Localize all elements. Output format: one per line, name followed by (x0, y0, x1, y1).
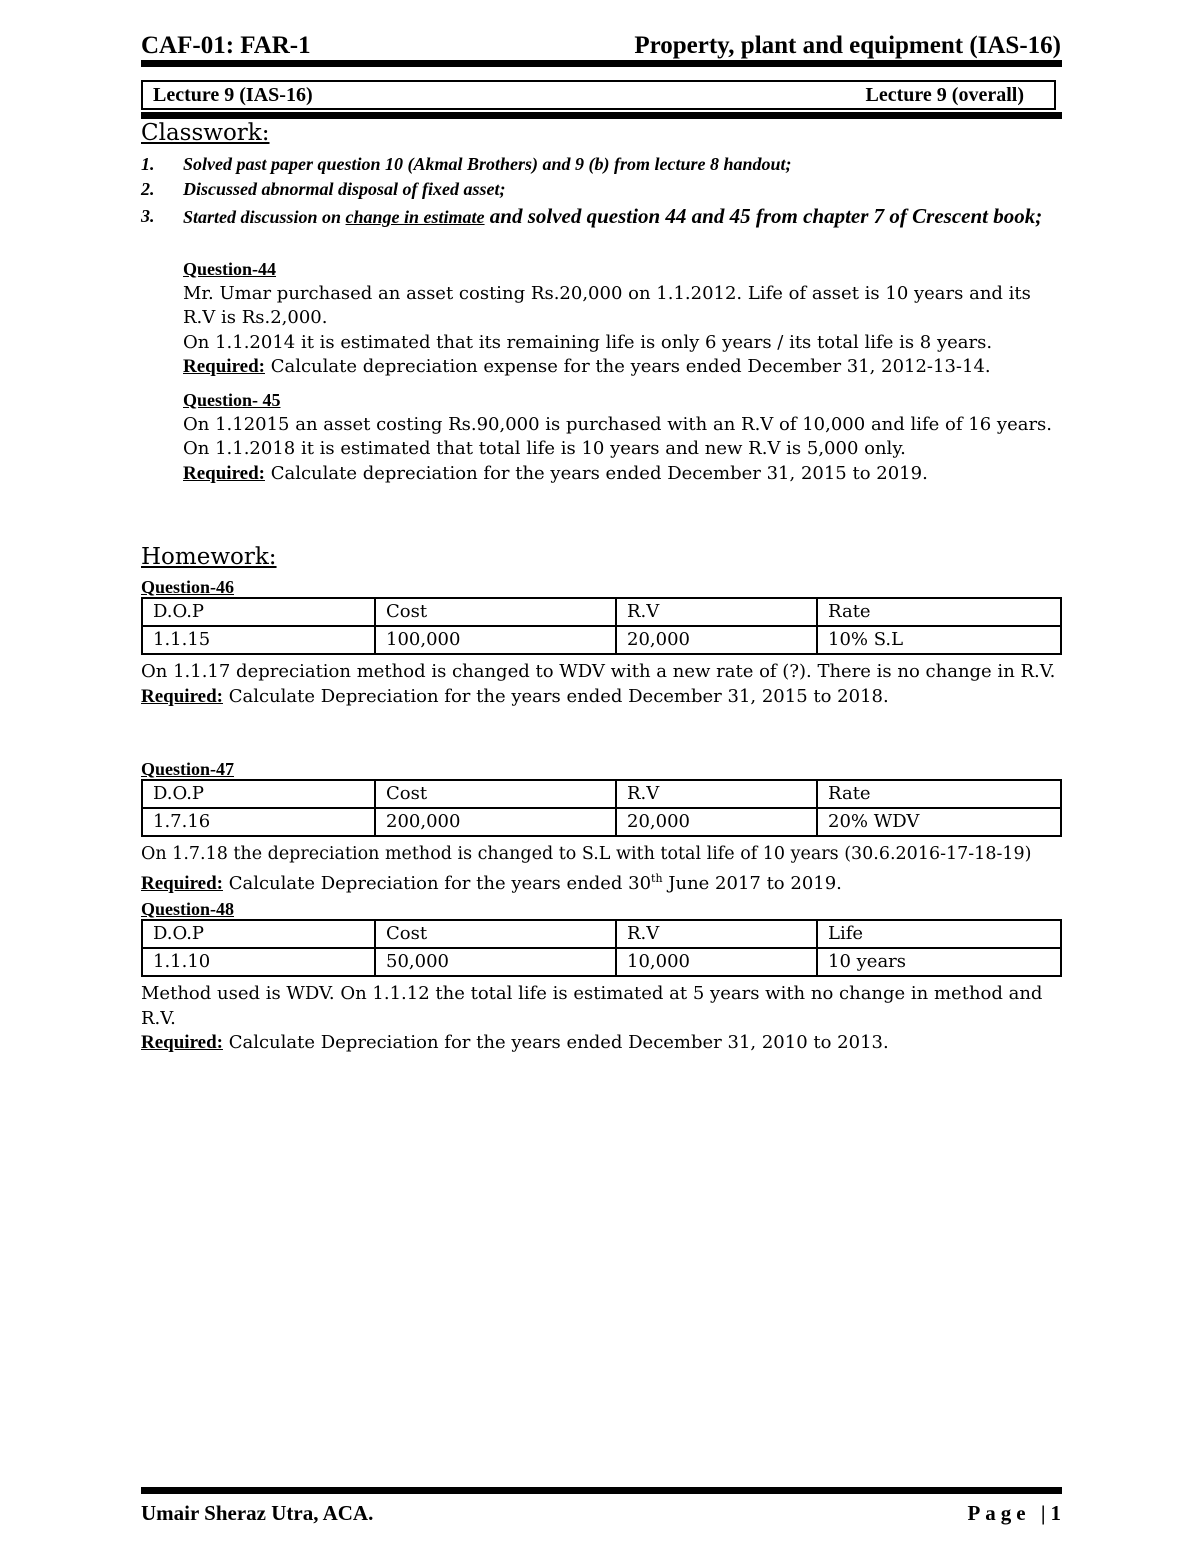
table-header-cell: Cost (375, 780, 616, 808)
table-cell: 10 years (817, 948, 1061, 976)
question-45-line1: On 1.12015 an asset costing Rs.90,000 is purchased with an R.V of 10,000 and life of 16 years. (183, 413, 1053, 435)
list-number: 2. (141, 179, 155, 199)
table-cell: 1.7.16 (142, 808, 375, 836)
required-label: Required: (141, 685, 223, 707)
list-text: Solved past paper question 10 (Akmal Brothers) and 9 (b) from lecture 8 handout; (183, 154, 792, 174)
question-44 (183, 257, 1063, 380)
question-47-text (141, 842, 1061, 896)
table-header-row (142, 780, 1061, 808)
change-in-estimate-text: change in estimate (345, 207, 485, 227)
author-name: Umair Sheraz Utra, ACA. (141, 1500, 374, 1525)
question-46-line1: On 1.1.17 depreciation method is changed to WDV with a new rate of (?). There is no change in R.V. (141, 661, 1056, 682)
question-47-required (141, 867, 1061, 897)
required-label: Required: (141, 1032, 223, 1053)
lecture-box (141, 80, 1056, 110)
table-header-cell: Life (817, 920, 1061, 948)
table-cell: 100,000 (375, 626, 616, 654)
question-44-line2: On 1.1.2014 it is estimated that its remaining life is only 6 years / its total life is 8 years. (183, 331, 993, 353)
table-cell: 200,000 (375, 808, 616, 836)
required-text: Calculate depreciation for the years ended December 31, 2015 to 2019. (264, 462, 928, 484)
lecture-left: Lecture 9 (IAS-16) (153, 83, 313, 106)
required-label: Required: (183, 462, 265, 484)
page-header (141, 26, 1061, 60)
question-44-heading: Question-44 (183, 259, 277, 279)
table-header-cell: Rate (817, 598, 1061, 626)
question-47-table (141, 779, 1062, 837)
required-text: Calculate depreciation expense for the years ended December 31, 2012-13-14. (264, 356, 991, 377)
table-header-cell: R.V (616, 598, 817, 626)
question-45-heading: Question- 45 (183, 390, 281, 410)
question-48-line1: Method used is WDV. On 1.1.12 the total life is estimated at 5 years with no change in method and R.V. (141, 983, 1043, 1029)
question-47-line1: On 1.7.18 the depreciation method is changed to S.L with total life of 10 years (30.6.2016-17-18-19) (141, 844, 1032, 864)
question-45 (183, 388, 1063, 486)
table-header-row (142, 598, 1061, 626)
list-item (141, 202, 1061, 231)
table-header-row (142, 920, 1061, 948)
required-text: Calculate Depreciation for the years ended December 31, 2010 to 2013. (222, 1032, 889, 1053)
question-46-text (141, 660, 1061, 709)
page-indicator (967, 1501, 1061, 1526)
table-cell: 1.1.15 (142, 626, 375, 654)
table-header-cell: D.O.P (142, 780, 375, 808)
classwork-title: Classwork: (141, 120, 270, 146)
table-cell: 10% S.L (817, 626, 1061, 654)
question-46-required (141, 685, 1061, 710)
question-46-heading: Question-46 (141, 577, 235, 597)
required-text: Calculate Depreciation for the years ended December 31, 2015 to 2018. (222, 685, 889, 707)
homework-title: Homework: (141, 544, 277, 570)
question-45-line2: On 1.1.2018 it is estimated that total life is 10 years and new R.V is 5,000 only. (183, 438, 906, 459)
header-rule (141, 60, 1062, 67)
list-number: 1. (141, 154, 155, 174)
page-footer (141, 1498, 1061, 1528)
required-text-b: June 2017 to 2019. (662, 872, 842, 894)
required-label: Required: (141, 872, 223, 894)
table-header-cell: Cost (375, 598, 616, 626)
question-44-required (183, 355, 1063, 380)
lecture-right: Lecture 9 (overall) (865, 83, 1024, 106)
list-number: 3. (141, 206, 155, 226)
classwork-list (141, 152, 1061, 231)
list-text-b: and solved question 44 and 45 from chapter 7 of Crescent book; (484, 204, 1043, 228)
list-text: Discussed abnormal disposal of fixed asset; (183, 179, 506, 199)
required-superscript: th (651, 871, 663, 885)
question-48-table (141, 919, 1062, 977)
page-number: 1 (1050, 1500, 1061, 1525)
question-44-line1: Mr. Umar purchased an asset costing Rs.20,000 on 1.1.2012. Life of asset is 10 years and its R.V is Rs.2,000. (183, 282, 1031, 328)
question-47-heading: Question-47 (141, 759, 235, 779)
footer-rule (141, 1487, 1062, 1494)
table-row (142, 808, 1061, 836)
table-cell: 1.1.10 (142, 948, 375, 976)
table-cell: 20% WDV (817, 808, 1061, 836)
question-48-required (141, 1031, 1061, 1056)
question-48-heading: Question-48 (141, 899, 235, 919)
chapter-title: Property, plant and equipment (IAS-16) (634, 32, 1061, 59)
table-header-cell: Cost (375, 920, 616, 948)
question-48-text (141, 982, 1061, 1056)
question-46-table (141, 597, 1062, 655)
lecture-rule (141, 112, 1062, 119)
table-header-cell: R.V (616, 920, 817, 948)
table-header-cell: D.O.P (142, 598, 375, 626)
table-cell: 10,000 (616, 948, 817, 976)
course-code: CAF-01: FAR-1 (141, 32, 311, 59)
table-row (142, 626, 1061, 654)
table-header-cell: D.O.P (142, 920, 375, 948)
required-text-a: Calculate Depreciation for the years ended 30 (222, 872, 652, 894)
table-header-cell: R.V (616, 780, 817, 808)
required-label: Required: (183, 356, 265, 377)
list-item (141, 177, 1061, 202)
table-header-cell: Rate (817, 780, 1061, 808)
table-cell: 50,000 (375, 948, 616, 976)
table-row (142, 948, 1061, 976)
list-item (141, 152, 1061, 177)
list-text-a: Started discussion on (183, 207, 346, 227)
question-45-required (183, 462, 1063, 487)
page-label: Page | (967, 1500, 1051, 1525)
table-cell: 20,000 (616, 808, 817, 836)
table-cell: 20,000 (616, 626, 817, 654)
